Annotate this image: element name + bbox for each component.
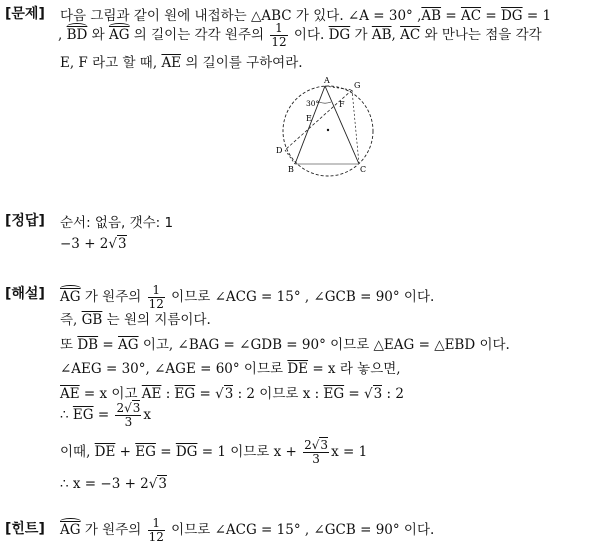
label-c: C — [360, 165, 367, 174]
label-e: E — [306, 114, 312, 123]
side-ab — [295, 86, 325, 164]
solution-line-4: ∠AEG = 30°, ∠AGE = 60° 이므로 $\overline{DE} = x$ 라 놓으면, — [60, 361, 401, 377]
label-angle: 30° — [306, 99, 320, 108]
side-ac — [325, 86, 359, 164]
label-f: F — [339, 100, 345, 109]
answer-label: [정답] — [5, 213, 45, 229]
circle-figure — [272, 74, 380, 180]
solution-line-7: 이때, $\overline{DE} + \overline{EG} = \overline{DG} = 1$ 이므로 x + $\frac{2√3}{3}$ x = 1 — [60, 438, 368, 466]
problem-line-1: 다음 그림과 같이 원에 내접하는 △ABC 가 있다. ∠A = 30° $,\overline{AB} = \overline{AC} = \overline{DG} = 1$ — [60, 8, 552, 24]
problem-line-3: E, F 라고 할 때, $\overline{AE}$ 의 길이를 구하여라. — [60, 55, 303, 71]
segment-gc — [352, 90, 359, 164]
angle-arc — [319, 102, 331, 103]
solution-line-2: 즉, $\overline{GB}$ 는 원의 지름이다. — [60, 312, 211, 328]
fraction: $\frac{2√3}{3}$ — [116, 401, 141, 429]
fraction: $\frac{1}{12}$ — [148, 516, 164, 544]
solution-line-6: ∴ $\overline{EG}$ = $\frac{2√3}{3}$ x — [60, 401, 151, 429]
fraction: $\frac{1}{12}$ — [271, 21, 287, 49]
hint-line: $\overline{AG}$ 가 원주의 $\frac{1}{12}$ 이므로 ∠ACG = 15° , ∠GCB = 90° 이다. — [60, 516, 435, 544]
solution-label: [해설] — [5, 286, 45, 302]
hint-label: [힌트] — [5, 521, 45, 537]
label-a: A — [324, 76, 330, 85]
solution-line-1: $\overline{AG}$ 가 원주의 $\frac{1}{12}$ 이므로 ∠ACG = 15° , ∠GCB = 90° 이다. — [60, 283, 435, 311]
center-point — [327, 129, 329, 131]
segment-ag — [325, 86, 352, 90]
fraction: $\frac{1}{12}$ — [148, 283, 164, 311]
segment-db — [285, 150, 295, 164]
answer-line-1: 순서: 없음, 갯수: 1 — [60, 215, 174, 231]
answer-line-2: −3 + 2√3 — [60, 236, 127, 252]
solution-line-8: ∴ x = −3 + 2√3 — [60, 476, 167, 492]
problem-label: [문제] — [5, 6, 45, 22]
label-b: B — [288, 165, 294, 174]
label-d: D — [276, 146, 283, 155]
problem-line-2: , $\overline{BD}$ 와 $\overline{AG}$ 의 길이는 각각 원주의 $\frac{1}{12}$ 이다. $\overline{DG}$ 가 $\overline{AB}$, $\overline{AC}$ 와 만나는 점을 각각 — [58, 21, 542, 49]
solution-line-3: 또 $\overline{DB} = \overline{AG}$ 이고, ∠BAG = ∠GDB = 90° 이므로 △EAG = △EBD 이다. — [60, 337, 510, 353]
solution-line-5: $\overline{AE} = x$ 이고 $\overline{AE}$ : $\overline{EG} = √3$ : 2 이므로 x : $\overline{EG} = √3$ : 2 — [60, 386, 404, 402]
fraction: $\frac{2√3}{3}$ — [304, 438, 329, 466]
label-g: G — [354, 81, 361, 90]
